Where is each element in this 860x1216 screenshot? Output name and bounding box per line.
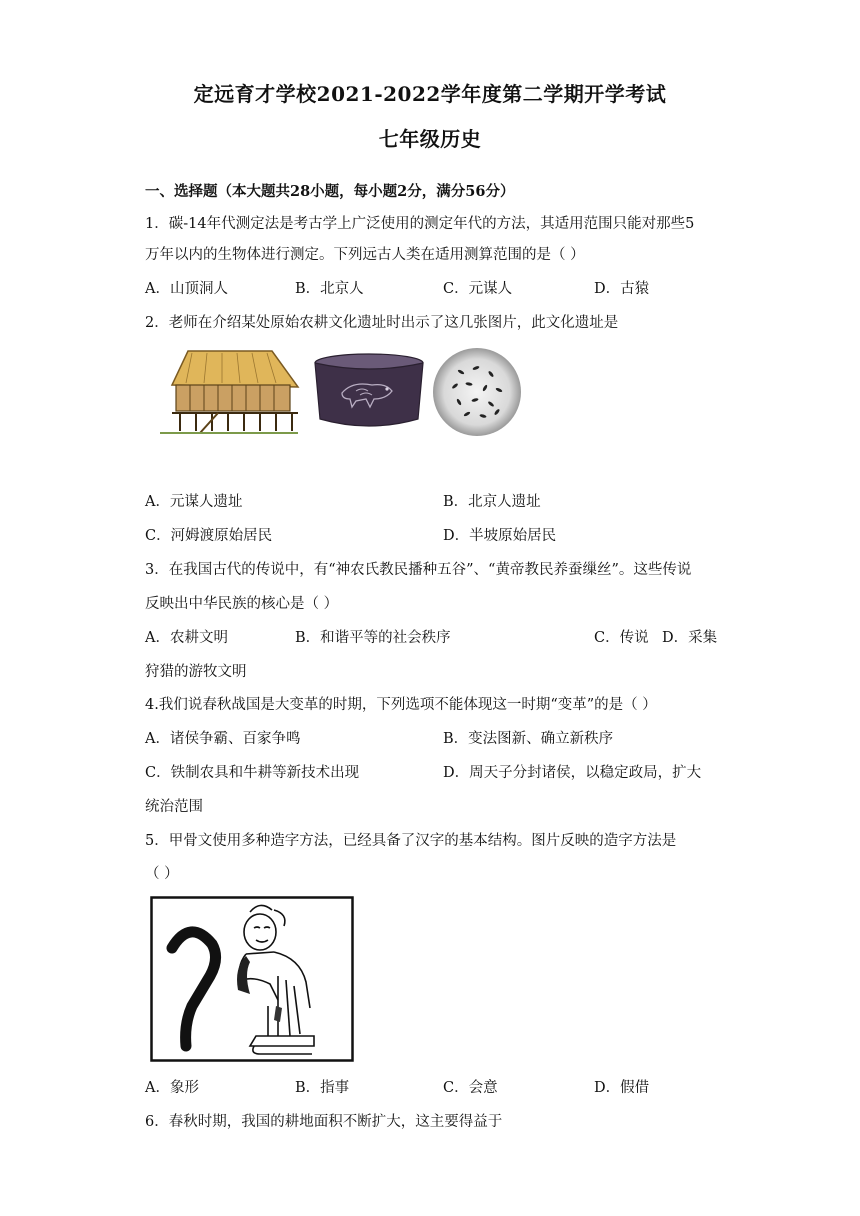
question-5-option-b[interactable]: B．指事	[295, 1080, 350, 1096]
question-1-line-2: 万年以内的生物体进行测定。下列远古人类在适用测算范围的是（ ）	[145, 247, 585, 263]
question-4-line-1: 4.我们说春秋战国是大变革的时期，下列选项不能体现这一时期“变革”的是（ ）	[145, 697, 657, 713]
question-5-option-d[interactable]: D．假借	[594, 1080, 650, 1096]
question-5-line-2: （ ）	[145, 866, 179, 882]
oracle-bone-character-image	[150, 896, 354, 1062]
question-4-option-b[interactable]: B．变法图新、确立新秩序	[443, 731, 614, 747]
question-5-option-c[interactable]: C．会意	[443, 1080, 498, 1096]
question-3-option-b[interactable]: B．和谐平等的社会秩序	[295, 630, 451, 646]
question-1-option-a[interactable]: A．山顶洞人	[145, 281, 228, 297]
question-3-line-2: 反映出中华民族的核心是（ ）	[145, 596, 339, 612]
question-2-line-1: 2．老师在介绍某处原始农耕文化遗址时出示了这几张图片，此文化遗址是	[145, 315, 619, 331]
question-3-option-d-wrap: 狩猎的游牧文明	[145, 664, 247, 680]
question-3-option-d[interactable]: D．采集	[662, 630, 718, 646]
rice-grains-image	[431, 346, 523, 438]
question-6-line-1: 6．春秋时期，我国的耕地面积不断扩大，这主要得益于	[145, 1114, 503, 1130]
question-1-option-d[interactable]: D．古猿	[594, 281, 650, 297]
question-2-option-a[interactable]: A．元谋人遗址	[145, 494, 243, 510]
black-pottery-bowl-image	[312, 351, 426, 433]
question-2-option-b[interactable]: B．北京人遗址	[443, 494, 541, 510]
stilt-house-image	[152, 345, 302, 437]
question-3-option-a[interactable]: A．农耕文明	[145, 630, 228, 646]
question-2-option-c[interactable]: C．河姆渡原始居民	[145, 528, 273, 544]
question-3-line-1: 3．在我国古代的传说中，有“神农氏教民播种五谷”、“黄帝教民养蚕缫丝”。这些传说	[145, 562, 692, 578]
question-5-line-1: 5．甲骨文使用多种造字方法，已经具备了汉字的基本结构。图片反映的造字方法是	[145, 833, 677, 849]
question-1-option-b[interactable]: B．北京人	[295, 281, 364, 297]
exam-subtitle: 七年级历史	[378, 127, 482, 151]
question-4-option-d-wrap: 统治范围	[145, 799, 203, 815]
question-1-option-c[interactable]: C．元谋人	[443, 281, 513, 297]
exam-title: 定远育才学校2021-2022学年度第二学期开学考试	[193, 82, 667, 106]
question-3-option-c[interactable]: C．传说	[594, 630, 649, 646]
question-4-option-d[interactable]: D．周天子分封诸侯，以稳定政局，扩大	[443, 765, 702, 781]
question-4-option-a[interactable]: A．诸侯争霸、百家争鸣	[145, 731, 301, 747]
question-2-option-d[interactable]: D．半坡原始居民	[443, 528, 557, 544]
section-heading: 一、选择题（本大题共28小题，每小题2分，满分56分）	[145, 183, 515, 200]
question-1-line-1: 1．碳-14年代测定法是考古学上广泛使用的测定年代的方法，其适用范围只能对那些5	[145, 216, 695, 232]
question-5-option-a[interactable]: A．象形	[145, 1080, 199, 1096]
question-4-option-c[interactable]: C．铁制农具和牛耕等新技术出现	[145, 765, 360, 781]
